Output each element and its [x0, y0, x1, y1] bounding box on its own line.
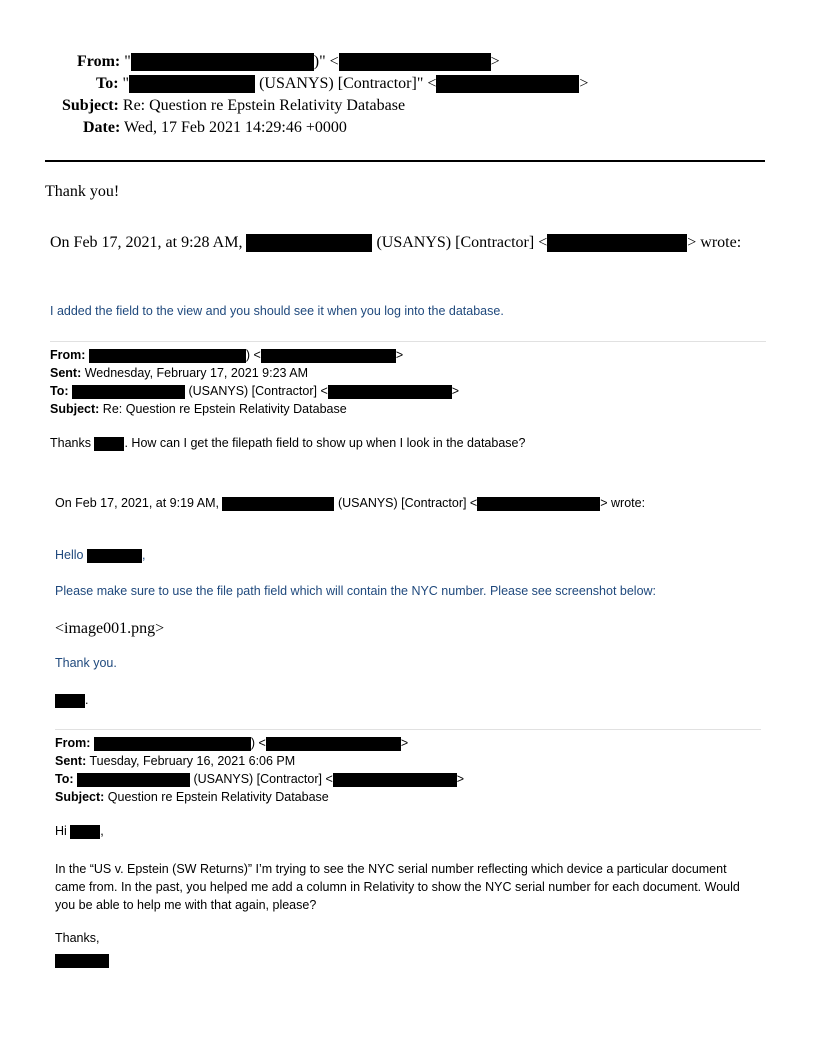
- quote2-on-prefix: On Feb 17, 2021, at 9:19 AM,: [55, 496, 219, 510]
- header-to-quote: ": [122, 75, 130, 92]
- quote2-line1: Please make sure to use the file path field which will contain the NYC number. Please see screenshot below:: [55, 584, 657, 598]
- msg2-from-close: >: [395, 348, 404, 362]
- message-divider: [50, 341, 766, 342]
- msg2-subject-label: Subject:: [50, 402, 100, 416]
- msg3-from-row: [55, 734, 464, 752]
- quote2-hello: [55, 548, 145, 563]
- header-to-row: [96, 75, 588, 93]
- header-divider: [45, 160, 765, 162]
- redaction-block: [477, 497, 600, 511]
- msg3-greeting-comma: ,: [100, 824, 104, 838]
- redaction-block: [266, 737, 401, 751]
- msg3-body: In the “US v. Epstein (SW Returns)” I’m trying to see the NYC serial number reflecting which device a particular document came from. In the past, you helped me add a column in Relativity to show the NYC serial number for each document. Would you be able to help me with that again, please?: [55, 862, 740, 912]
- redaction-block: [222, 497, 334, 511]
- redaction-block: [328, 385, 452, 399]
- msg3-to-mid: (USANYS) [Contractor] <: [190, 772, 333, 786]
- header-subject-label: Subject:: [62, 97, 119, 114]
- quote1-on-prefix: On Feb 17, 2021, at 9:28 AM,: [50, 234, 243, 251]
- redaction-block: [436, 75, 579, 93]
- redaction-block: [94, 737, 251, 751]
- quote1-body: I added the field to the view and you should see it when you log into the database.: [50, 304, 504, 318]
- msg2-to-row: [50, 382, 459, 400]
- msg2-from-label: From:: [50, 348, 86, 362]
- redaction-block: [131, 53, 314, 71]
- msg2-body-prefix: Thanks: [50, 436, 91, 450]
- redaction-block: [547, 234, 687, 252]
- quote2-sig-dot: .: [85, 693, 89, 707]
- quote2-image-ref: <image001.png>: [55, 620, 165, 637]
- header-subject: Re: Question re Epstein Relativity Database: [122, 97, 406, 114]
- msg2-to-close: >: [451, 384, 460, 398]
- quote2-signature: [55, 693, 88, 708]
- redaction-block: [339, 53, 491, 71]
- msg3-to-label: To:: [55, 772, 74, 786]
- msg3-subject-label: Subject:: [55, 790, 105, 804]
- msg2-from-row: [50, 346, 459, 364]
- msg3-subject-row: [55, 788, 464, 806]
- header-from-close: >: [490, 53, 500, 70]
- msg2-body: [50, 436, 525, 451]
- quote2-hello-comma: ,: [141, 548, 146, 562]
- msg3-from-label: From:: [55, 736, 91, 750]
- redaction-block: [261, 349, 396, 363]
- msg2-sent-row: [50, 364, 459, 382]
- redaction-block: [246, 234, 372, 252]
- redaction-block: [94, 437, 124, 451]
- msg3-sent: Tuesday, February 16, 2021 6:06 PM: [89, 754, 296, 768]
- header-subject-row: [62, 97, 405, 115]
- msg3-from-close: >: [400, 736, 409, 750]
- header-from-label: From:: [77, 53, 121, 70]
- msg3-header: [55, 734, 464, 806]
- msg3-greeting: [55, 824, 104, 839]
- redaction-block: [89, 349, 246, 363]
- redaction-block: [55, 694, 85, 708]
- msg2-to-mid: (USANYS) [Contractor] <: [185, 384, 328, 398]
- msg3-sent-label: Sent:: [55, 754, 87, 768]
- msg2-subject: Re: Question re Epstein Relativity Database: [102, 402, 347, 416]
- msg3-sent-row: [55, 752, 464, 770]
- header-to-mid: (USANYS) [Contractor]" <: [255, 75, 437, 92]
- quote2-thanks: Thank you.: [55, 656, 117, 670]
- header-date-row: [83, 119, 347, 137]
- header-to-close: >: [579, 75, 589, 92]
- redaction-block: [72, 385, 185, 399]
- msg3-from-mid: ) <: [250, 736, 266, 750]
- redaction-block: [87, 549, 142, 563]
- redaction-block: [70, 825, 100, 839]
- msg2-to-label: To:: [50, 384, 69, 398]
- reply-text: Thank you!: [45, 183, 120, 200]
- msg3-to-close: >: [456, 772, 465, 786]
- header-from-row: [77, 53, 500, 71]
- quote1-on-mid: (USANYS) [Contractor] <: [372, 234, 548, 251]
- msg3-greeting-word: Hi: [55, 824, 67, 838]
- redaction-block: [55, 954, 109, 968]
- msg2-body-suffix: . How can I get the filepath field to show up when I look in the database?: [124, 436, 526, 450]
- header-date: Wed, 17 Feb 2021 14:29:46 +0000: [124, 119, 347, 136]
- redaction-block: [77, 773, 190, 787]
- header-date-label: Date:: [83, 119, 121, 136]
- quote2-hello-word: Hello: [55, 548, 84, 562]
- msg2-subject-row: [50, 400, 459, 418]
- quote1-attribution: [50, 234, 741, 252]
- msg3-signature: [55, 952, 109, 970]
- msg3-to-row: [55, 770, 464, 788]
- msg2-header: [50, 346, 459, 418]
- quote1-on-suffix: > wrote:: [687, 234, 742, 251]
- quote2-on-mid: (USANYS) [Contractor] <: [334, 496, 478, 510]
- header-to-label: To:: [96, 75, 119, 92]
- header-from-quote: ": [124, 53, 131, 70]
- message-divider: [55, 729, 761, 730]
- msg2-from-mid: ) <: [245, 348, 261, 362]
- header-from-mid: )" <: [313, 53, 339, 70]
- redaction-block: [129, 75, 255, 93]
- quote2-attribution: [55, 496, 645, 511]
- msg3-subject: Question re Epstein Relativity Database: [107, 790, 329, 804]
- msg2-sent: Wednesday, February 17, 2021 9:23 AM: [84, 366, 309, 380]
- redaction-block: [333, 773, 457, 787]
- msg2-sent-label: Sent:: [50, 366, 82, 380]
- quote2-on-suffix: > wrote:: [600, 496, 646, 510]
- msg3-closing: Thanks,: [55, 931, 100, 945]
